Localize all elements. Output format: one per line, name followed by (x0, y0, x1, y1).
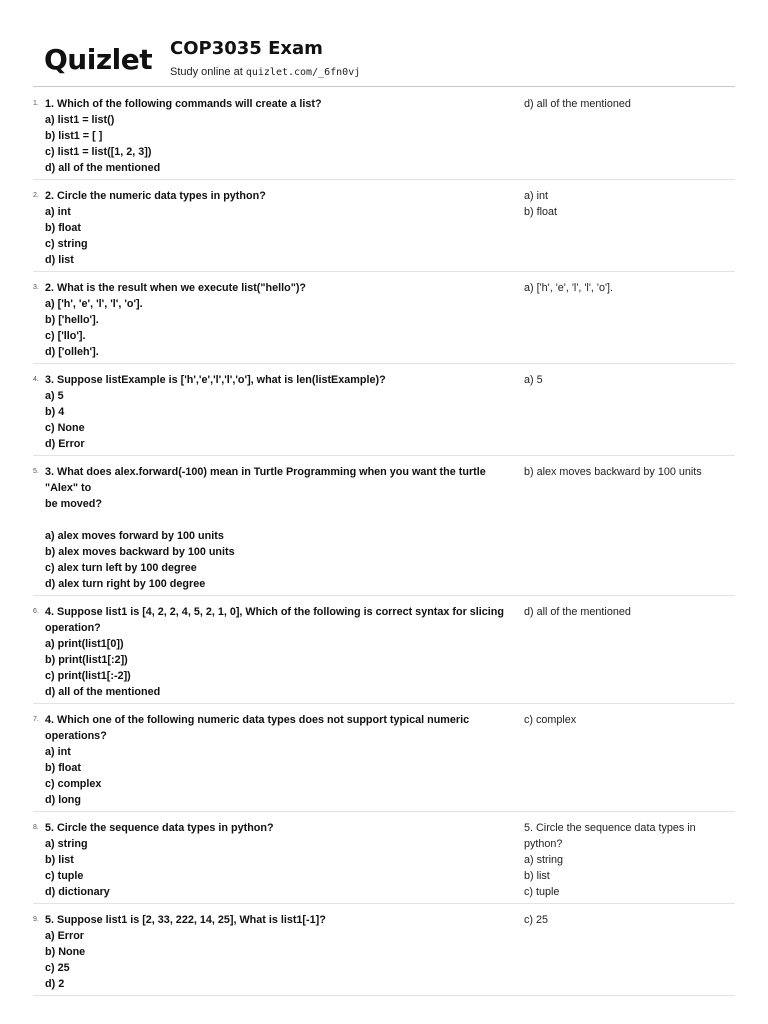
card-term: 3. Suppose listExample is ['h','e','l','l','o'], what is len(listExample)? a) 5 b) 4 c) None d) Error (45, 374, 386, 450)
card-row (33, 596, 735, 704)
card-row (33, 704, 735, 812)
quizlet-logo: Quizlet (44, 43, 153, 76)
study-online-note (170, 65, 360, 80)
card-definition: c) 25 (524, 914, 549, 926)
card-term: 3. What does alex.forward(-100) mean in Turtle Programming when you want the turtle "Alex" to be moved? a) alex moves forward by 100 units b) alex moves backward by 100 units c) alex turn left by 100 degree d) alex turn right by 100 degree (45, 466, 486, 590)
card-row (33, 272, 735, 364)
card-definition: a) int b) float (524, 190, 558, 218)
card-row (33, 812, 735, 904)
page-header (44, 36, 734, 86)
card-definition: b) alex moves backward by 100 units (524, 466, 702, 478)
card-term: 2. What is the result when we execute list("hello")? a) ['h', 'e', 'l', 'l', 'o']. b) ['hello']. c) ['llo']. d) ['olleh']. (45, 282, 307, 358)
card-number: 9. (33, 916, 39, 923)
card-number: 1. (33, 100, 39, 107)
card-number: 8. (33, 824, 39, 831)
header-divider (33, 86, 735, 87)
card-number: 2. (33, 192, 39, 199)
card-definition: d) all of the mentioned (524, 606, 631, 618)
card-term: 2. Circle the numeric data types in python? a) int b) float c) string d) list (45, 190, 266, 266)
card-number: 7. (33, 716, 39, 723)
card-row (33, 364, 735, 456)
card-definition: c) complex (524, 714, 577, 726)
card-definition: a) 5 (524, 374, 543, 386)
card-number: 3. (33, 284, 39, 291)
card-row (33, 456, 735, 596)
card-number: 6. (33, 608, 39, 615)
card-term: 5. Suppose list1 is [2, 33, 222, 14, 25], What is list1[-1]? a) Error b) None c) 25 d) 2 (45, 914, 326, 990)
study-url[interactable]: quizlet.com/_6fn0vj (245, 67, 361, 78)
set-title: COP3035 Exam (170, 38, 323, 59)
card-row (33, 88, 735, 180)
card-term: 1. Which of the following commands will create a list? a) list1 = list() b) list1 = [ ] c) list1 = list([1, 2, 3]) d) all of the mentioned (45, 98, 322, 174)
card-definition: d) all of the mentioned (524, 98, 631, 110)
card-term: 4. Which one of the following numeric data types does not support typical numeric operations? a) int b) float c) complex d) long (45, 714, 470, 806)
card-definition: a) ['h', 'e', 'l', 'l', 'o']. (524, 282, 614, 294)
card-number: 5. (33, 468, 39, 475)
card-number: 4. (33, 376, 39, 383)
study-prefix: Study online at (170, 66, 243, 78)
card-list (33, 88, 735, 996)
card-definition: 5. Circle the sequence data types in python? a) string b) list c) tuple (524, 822, 696, 898)
card-row (33, 904, 735, 996)
card-row (33, 180, 735, 272)
card-term: 4. Suppose list1 is [4, 2, 2, 4, 5, 2, 1, 0], Which of the following is correct syntax for slicing operation? a) print(list1[0]) b) print(list1[:2]) c) print(list1[:-2]) d) all of the mentioned (45, 606, 504, 698)
card-term: 5. Circle the sequence data types in python? a) string b) list c) tuple d) dictionary (45, 822, 274, 898)
